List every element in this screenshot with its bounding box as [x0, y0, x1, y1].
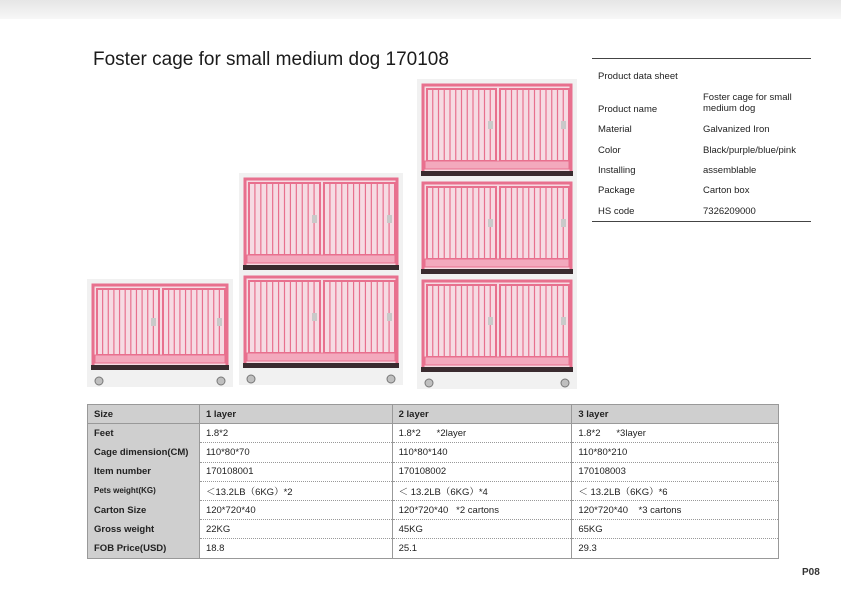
cage-image-2-layer — [239, 173, 403, 385]
table-row — [88, 424, 779, 443]
door-latch — [561, 317, 566, 325]
spec-header: Size — [88, 405, 200, 424]
table-row — [88, 539, 779, 558]
datasheet-value: assemblable — [703, 165, 757, 176]
spec-cell: 22KG — [199, 520, 392, 539]
spec-row-label: Carton Size — [88, 500, 200, 519]
spec-header: 3 layer — [572, 405, 779, 424]
wheel — [247, 375, 255, 383]
cage-floor-grid — [95, 355, 225, 363]
door-latch — [488, 317, 493, 325]
cage-unit — [243, 179, 399, 270]
door-latch — [312, 215, 317, 223]
cage-image-3-layer — [417, 79, 577, 389]
table-row — [88, 462, 779, 481]
spec-cell: 170108002 — [392, 462, 572, 481]
cage-tray — [243, 363, 399, 368]
datasheet-heading: Product data sheet — [598, 71, 678, 82]
cage-tray — [91, 365, 229, 370]
spec-row-label: Cage dimension(CM) — [88, 443, 200, 462]
datasheet-value: Foster cage for small medium dog — [703, 92, 792, 114]
door-latch — [151, 318, 156, 326]
cage-floor-grid — [425, 357, 569, 365]
door-latch — [387, 215, 392, 223]
door-latch — [387, 313, 392, 321]
cage-unit — [421, 183, 573, 274]
spec-cell: ＜ 13.2LB（6KG）*6 — [572, 481, 779, 500]
datasheet-value: Carton box — [703, 185, 750, 196]
wheel — [217, 377, 225, 385]
wheel — [425, 379, 433, 387]
spec-cell: 110*80*70 — [199, 443, 392, 462]
cage-image-1-layer — [87, 279, 233, 387]
spec-cell: ＜13.2LB（6KG）*2 — [199, 481, 392, 500]
wheel — [561, 379, 569, 387]
door-latch — [561, 219, 566, 227]
spec-cell: 110*80*210 — [572, 443, 779, 462]
top-band — [0, 0, 841, 19]
spec-table — [87, 404, 779, 559]
spec-cell: 120*720*40 *3 cartons — [572, 500, 779, 519]
door-latch — [488, 121, 493, 129]
datasheet-label: Product name — [598, 104, 658, 115]
spec-row-label: Pets weight(KG) — [88, 481, 200, 500]
spec-cell: 45KG — [392, 520, 572, 539]
door-latch — [561, 121, 566, 129]
cage-floor-grid — [425, 161, 569, 169]
datasheet-label: Color — [598, 145, 621, 156]
spec-cell: 29.3 — [572, 539, 779, 558]
spec-cell: 110*80*140 — [392, 443, 572, 462]
table-row — [88, 520, 779, 539]
spec-header: 1 layer — [199, 405, 392, 424]
datasheet-label: Package — [598, 185, 635, 196]
cage-tray — [421, 171, 573, 176]
table-row — [88, 500, 779, 519]
table-row — [88, 481, 779, 500]
spec-cell: 1.8*2 — [199, 424, 392, 443]
datasheet-value: 7326209000 — [703, 206, 756, 217]
cage-unit — [243, 277, 399, 368]
spec-cell: 170108003 — [572, 462, 779, 481]
spec-header-row — [88, 405, 779, 424]
cage-tray — [243, 265, 399, 270]
spec-row-label: Gross weight — [88, 520, 200, 539]
spec-cell: 170108001 — [199, 462, 392, 481]
datasheet-value: Black/purple/blue/pink — [703, 145, 796, 156]
cage-tray — [421, 269, 573, 274]
cage-floor-grid — [247, 353, 395, 361]
spec-cell: 120*720*40 — [199, 500, 392, 519]
wheel — [387, 375, 395, 383]
cage-unit — [421, 85, 573, 176]
product-data-sheet — [592, 58, 811, 222]
datasheet-label: HS code — [598, 206, 635, 217]
table-row — [88, 443, 779, 462]
door-latch — [312, 313, 317, 321]
spec-cell: 1.8*2 *3layer — [572, 424, 779, 443]
spec-cell: 65KG — [572, 520, 779, 539]
datasheet-value: Galvanized Iron — [703, 124, 770, 135]
spec-row-label: Item number — [88, 462, 200, 481]
spec-cell: ＜ 13.2LB（6KG）*4 — [392, 481, 572, 500]
cage-floor-grid — [247, 255, 395, 263]
spec-row-label: Feet — [88, 424, 200, 443]
page-title: Foster cage for small medium dog 170108 — [93, 49, 449, 70]
datasheet-label: Installing — [598, 165, 636, 176]
spec-row-label: FOB Price(USD) — [88, 539, 200, 558]
spec-cell: 18.8 — [199, 539, 392, 558]
page-number: P08 — [802, 567, 820, 578]
spec-cell: 25.1 — [392, 539, 572, 558]
spec-cell: 120*720*40 *2 cartons — [392, 500, 572, 519]
wheel — [95, 377, 103, 385]
cage-floor-grid — [425, 259, 569, 267]
cage-unit — [421, 281, 573, 372]
door-latch — [488, 219, 493, 227]
spec-cell: 1.8*2 *2layer — [392, 424, 572, 443]
spec-header: 2 layer — [392, 405, 572, 424]
cage-unit — [91, 285, 229, 370]
door-latch — [217, 318, 222, 326]
datasheet-label: Material — [598, 124, 632, 135]
cage-tray — [421, 367, 573, 372]
